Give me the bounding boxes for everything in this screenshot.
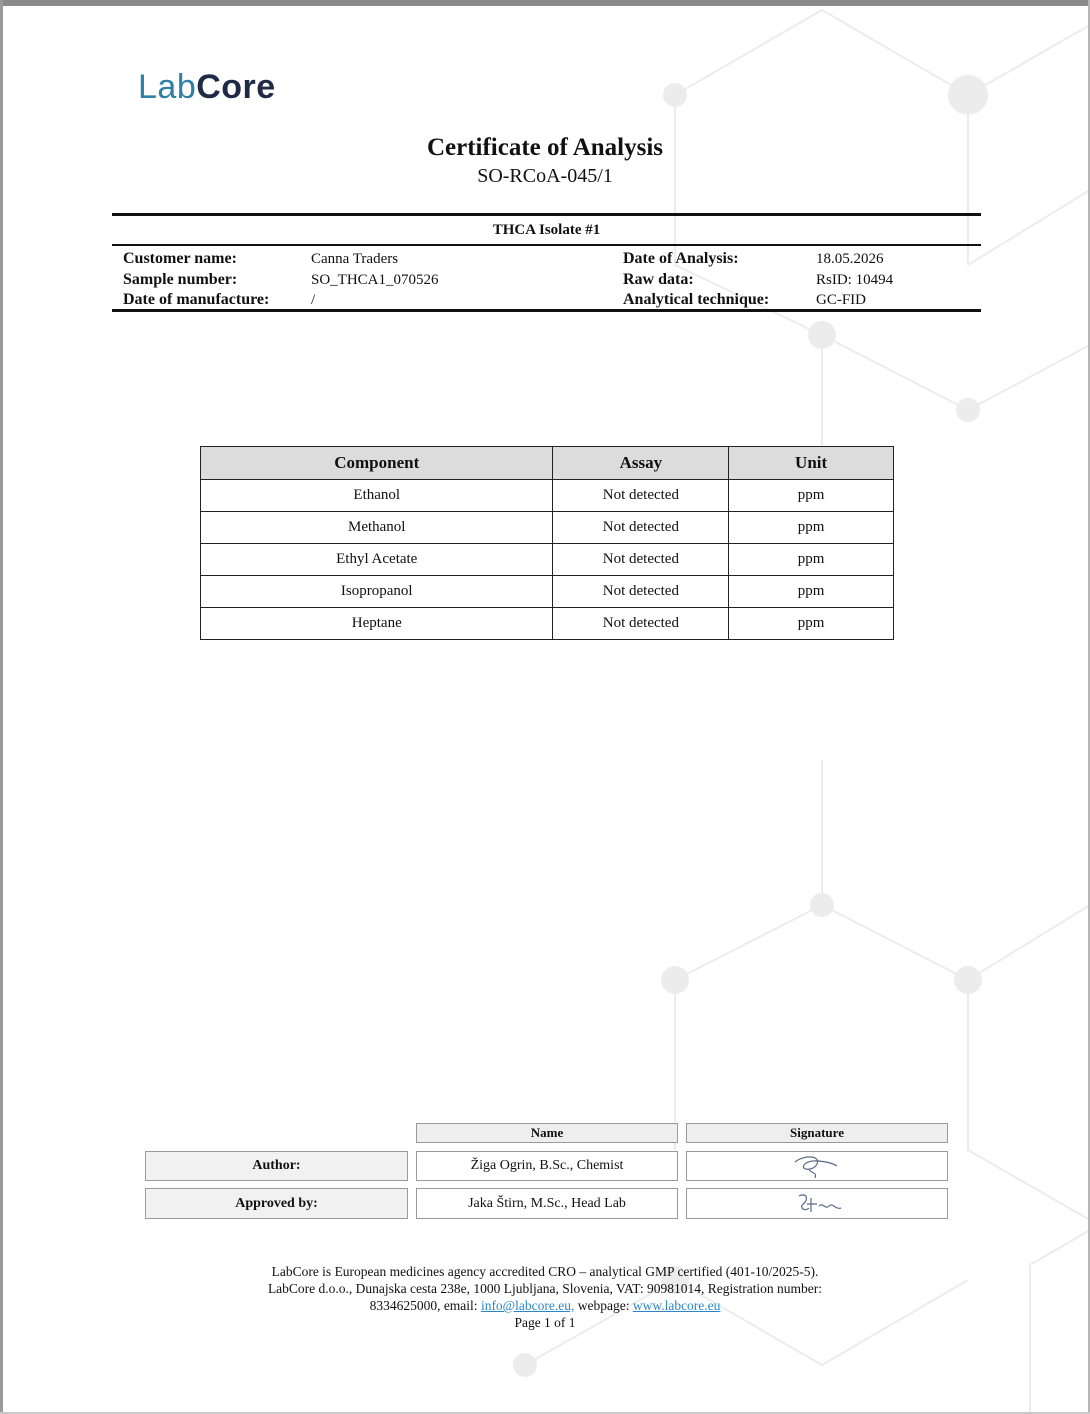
sample-name: THCA Isolate #1 <box>492 222 601 238</box>
assay-cell: Not detected <box>553 480 729 512</box>
customer-name-value: Canna Traders <box>311 251 399 267</box>
assay-column-header: Assay <box>553 447 729 480</box>
footer-address: LabCore d.o.o., Dunajska cesta 238e, 1000 Ljubljana, Slovenia, VAT: 90981014, Registration number: <box>267 1281 823 1296</box>
unit-cell: ppm <box>729 608 894 640</box>
name-column-header: Name <box>416 1123 678 1143</box>
component-cell: Isopropanol <box>201 576 553 608</box>
component-cell: Heptane <box>201 608 553 640</box>
component-cell: Methanol <box>201 512 553 544</box>
labcore-logo: LabCore <box>138 68 276 106</box>
page-number: Page 1 of 1 <box>514 1315 576 1330</box>
approver-signature <box>686 1188 948 1219</box>
assay-cell: Not detected <box>553 512 729 544</box>
info-right-values <box>816 249 893 311</box>
date-of-analysis-label: Date of Analysis: <box>623 250 739 267</box>
date-of-manufacture-value: / <box>311 292 316 308</box>
email-link[interactable]: info@labcore.eu, <box>480 1298 575 1313</box>
unit-cell: ppm <box>729 544 894 576</box>
approver-name: Jaka Štirn, M.Sc., Head Lab <box>416 1188 678 1219</box>
unit-cell: ppm <box>729 512 894 544</box>
component-cell: Ethyl Acetate <box>201 544 553 576</box>
raw-data-value: RsID: 10494 <box>816 271 894 288</box>
footer-contact: 8334625000, email: info@labcore.eu, webpage: www.labcore.eu <box>369 1298 721 1313</box>
approver-role-label: Approved by: <box>145 1188 408 1219</box>
customer-name-label: Customer name: <box>123 250 237 267</box>
raw-data-label: Raw data: <box>623 270 694 288</box>
author-signature <box>686 1151 948 1181</box>
table-row <box>201 608 894 640</box>
header-top-rule <box>112 213 981 216</box>
unit-column-header: Unit <box>729 447 894 480</box>
assay-cell: Not detected <box>553 576 729 608</box>
header-middle-rule <box>112 244 981 246</box>
unit-cell: ppm <box>729 576 894 608</box>
info-right-labels <box>623 249 769 311</box>
page-left-border <box>0 0 3 1414</box>
footer-accreditation: LabCore is European medicines agency accredited CRO – analytical GMP certified (401-10/2025-5). <box>271 1264 819 1279</box>
author-signature-scribble <box>787 1152 847 1180</box>
info-left-values <box>311 249 439 311</box>
table-row <box>201 480 894 512</box>
sample-number-value: SO_THCA1_070526 <box>311 271 439 288</box>
date-of-manufacture-label: Date of manufacture: <box>123 291 270 308</box>
table-row <box>201 544 894 576</box>
assay-cell: Not detected <box>553 608 729 640</box>
signature-column-header: Signature <box>686 1123 948 1143</box>
assay-cell: Not detected <box>553 544 729 576</box>
author-role-label: Author: <box>145 1151 408 1181</box>
header-bottom-rule <box>112 309 981 312</box>
table-row <box>201 576 894 608</box>
sample-number-label: Sample number: <box>123 270 238 288</box>
document-code: SO-RCoA-045/1 <box>477 165 613 187</box>
approver-signature-scribble <box>787 1190 847 1218</box>
page-top-border <box>0 0 1090 6</box>
info-left-labels <box>123 249 269 311</box>
unit-cell: ppm <box>729 480 894 512</box>
analytical-technique-label: Analytical technique: <box>623 291 770 308</box>
component-column-header: Component <box>201 447 553 480</box>
document-title: Certificate of Analysis <box>426 134 664 161</box>
date-of-analysis-value: 18.05.2026 <box>816 251 884 267</box>
analytical-technique-value: GC-FID <box>816 292 867 308</box>
website-link[interactable]: www.labcore.eu <box>632 1298 721 1313</box>
results-table <box>200 446 894 640</box>
page-footer <box>0 1263 1090 1331</box>
results-header-row <box>201 447 894 480</box>
component-cell: Ethanol <box>201 480 553 512</box>
author-name: Žiga Ogrin, B.Sc., Chemist <box>416 1151 678 1181</box>
table-row <box>201 512 894 544</box>
